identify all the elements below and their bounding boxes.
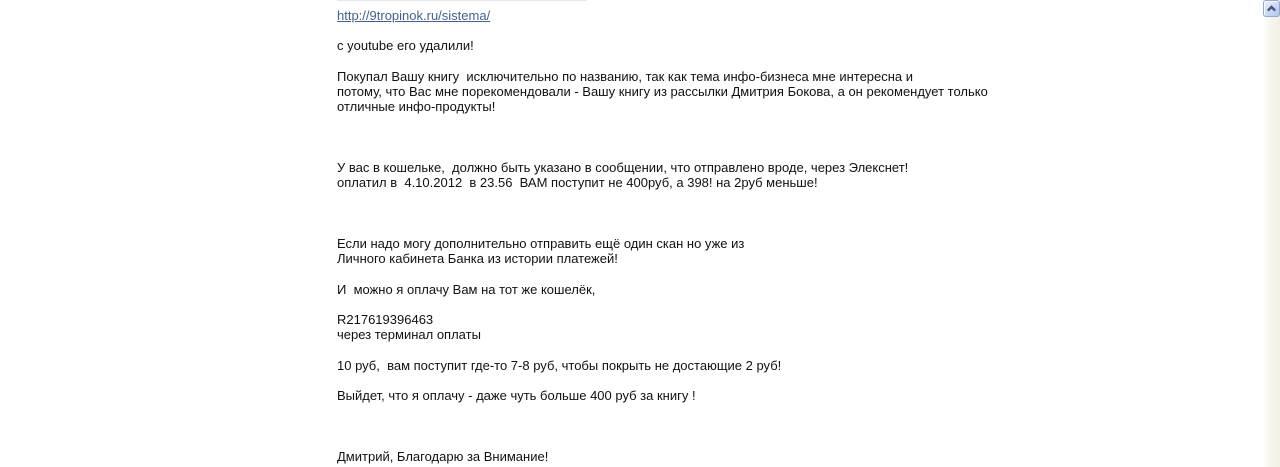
blank-line [337, 433, 1037, 448]
text-line: 10 руб, вам поступит где-то 7-8 руб, чтобы покрыть не достающие 2 руб! [337, 357, 782, 373]
text-line: Личного кабинета Банка из истории платежей! [337, 251, 618, 267]
text-line: потому, что Вас мне порекомендовали - Вашу книгу из рассылки Дмитрия Бокова, а он рекомендует только [337, 83, 988, 99]
scrollbar-track[interactable] [1263, 17, 1280, 467]
clipped-text-fragment [337, 0, 587, 1]
blank-line [337, 206, 1037, 221]
blank-line [337, 342, 1037, 357]
blank-line [337, 403, 1037, 418]
text-line: отличные инфо-продукты! [337, 99, 496, 115]
text-line: И можно я оплачу Вам на тот же кошелёк, [337, 281, 596, 297]
text-line: Выйдет, что я оплачу - даже чуть больше 400 руб за книгу ! [337, 387, 696, 403]
vertical-scrollbar[interactable] [1263, 0, 1280, 467]
blank-line [337, 130, 1037, 145]
blank-line [337, 54, 1037, 69]
text-line: с youtube его удалили! [337, 38, 474, 54]
blank-line [337, 266, 1037, 281]
blank-line [337, 221, 1037, 236]
text-line: оплатил в 4.10.2012 в 23.56 ВАМ поступит не 400руб, а 398! на 2руб меньше! [337, 175, 818, 191]
message-body [337, 8, 1037, 464]
blank-line [337, 145, 1037, 160]
blank-line [337, 114, 1037, 129]
message-link[interactable]: http://9tropinok.ru/sistema/ [337, 8, 491, 23]
blank-line [337, 418, 1037, 433]
link-line [337, 8, 1037, 23]
text-line: R217619396463 [337, 311, 434, 327]
text-line: Если надо могу дополнительно отправить ещё один скан но уже из [337, 235, 745, 251]
text-line: Покупал Вашу книгу исключительно по названию, так как тема инфо-бизнеса мне интересна и [337, 68, 914, 84]
blank-line [337, 297, 1037, 312]
text-line: У вас в кошельке, должно быть указано в сообщении, что отправлено вроде, через Элекснет! [337, 159, 909, 175]
scroll-up-button[interactable] [1263, 0, 1280, 17]
text-line: через терминал оплаты [337, 327, 481, 343]
text-line: Дмитрий, Благодарю за Внимание! [337, 448, 549, 464]
blank-line [337, 373, 1037, 388]
blank-line [337, 190, 1037, 205]
scroll-up-icon [1267, 5, 1276, 12]
blank-line [337, 23, 1037, 38]
